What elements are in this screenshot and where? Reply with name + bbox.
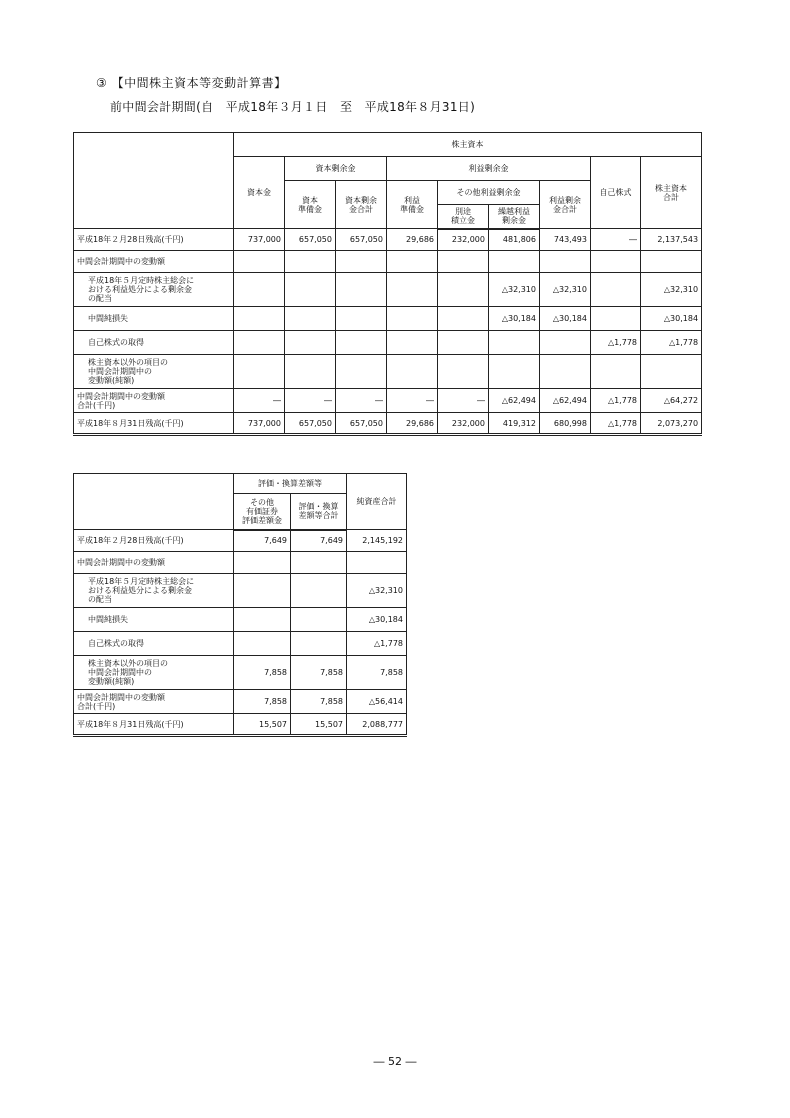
header-carried-forward: 繰越利益 剰余金 <box>489 205 540 229</box>
row-label: 中間会計期間中の変動額 合計(千円) <box>74 389 234 413</box>
value-cell: 7,858 <box>347 656 407 690</box>
row-label: 中間会計期間中の変動額 合計(千円) <box>74 690 234 714</box>
value-cell: 2,073,270 <box>641 413 702 435</box>
header-capital-reserve: 資本 準備金 <box>285 181 336 229</box>
value-cell <box>234 331 285 355</box>
header-legal-reserve: 利益 準備金 <box>387 181 438 229</box>
value-cell <box>641 251 702 273</box>
value-cell <box>540 331 591 355</box>
period-subheading: 前中間会計期間(自 平成18年３月１日 至 平成18年８月31日) <box>110 100 476 114</box>
value-cell <box>336 251 387 273</box>
value-cell: 680,998 <box>540 413 591 435</box>
value-cell <box>387 273 438 307</box>
value-cell: △1,778 <box>347 632 407 656</box>
row-label: 平成18年５月定時株主総会に おける利益処分による剰余金 の配当 <box>74 574 234 608</box>
value-cell <box>591 273 641 307</box>
row-label: 自己株式の取得 <box>74 331 234 355</box>
value-cell <box>291 574 347 608</box>
value-cell: 657,050 <box>285 229 336 251</box>
value-cell: 2,145,192 <box>347 530 407 552</box>
value-cell <box>387 331 438 355</box>
header-capital: 資本金 <box>234 157 285 229</box>
row-label: 平成18年２月28日残高(千円) <box>74 530 234 552</box>
value-cell: 29,686 <box>387 229 438 251</box>
value-cell <box>285 307 336 331</box>
header-net-assets: 純資産合計 <box>347 474 407 530</box>
row-label: 平成18年８月31日残高(千円) <box>74 714 234 736</box>
value-cell <box>336 355 387 389</box>
header-retained-earnings: 利益剰余金 <box>387 157 591 181</box>
page-number: ― 52 ― <box>373 1055 417 1068</box>
value-cell <box>234 251 285 273</box>
value-cell: △1,778 <box>591 413 641 435</box>
value-cell: 15,507 <box>291 714 347 736</box>
value-cell: 15,507 <box>234 714 291 736</box>
value-cell <box>438 251 489 273</box>
row-label: 平成18年５月定時株主総会に おける利益処分による剰余金 の配当 <box>74 273 234 307</box>
table-row <box>74 331 702 355</box>
value-cell: ― <box>387 389 438 413</box>
header-equity-total: 株主資本 合計 <box>641 157 702 229</box>
table-row <box>74 530 407 552</box>
value-cell: 7,858 <box>234 656 291 690</box>
value-cell: 737,000 <box>234 413 285 435</box>
value-cell: △1,778 <box>591 389 641 413</box>
table-row <box>74 251 702 273</box>
header-blank <box>74 474 234 530</box>
row-label: 中間純損失 <box>74 608 234 632</box>
value-cell: 737,000 <box>234 229 285 251</box>
value-cell <box>285 331 336 355</box>
value-cell <box>336 331 387 355</box>
value-cell <box>591 307 641 331</box>
value-cell <box>591 355 641 389</box>
table-row <box>74 307 702 331</box>
value-cell: 7,858 <box>234 690 291 714</box>
value-cell: ― <box>438 389 489 413</box>
header-blank <box>74 133 234 229</box>
value-cell <box>234 632 291 656</box>
value-cell <box>641 355 702 389</box>
table-row <box>74 608 407 632</box>
table-row <box>74 355 702 389</box>
value-cell: 29,686 <box>387 413 438 435</box>
value-cell <box>387 355 438 389</box>
value-cell: △32,310 <box>641 273 702 307</box>
header-other-securities: その他 有価証券 評価差額金 <box>234 494 291 530</box>
value-cell <box>438 331 489 355</box>
value-cell: △30,184 <box>540 307 591 331</box>
value-cell <box>347 552 407 574</box>
row-label: 中間会計期間中の変動額 <box>74 251 234 273</box>
table-row <box>74 229 702 251</box>
value-cell <box>540 251 591 273</box>
value-cell <box>291 608 347 632</box>
value-cell: △32,310 <box>347 574 407 608</box>
value-cell <box>489 331 540 355</box>
value-cell: △30,184 <box>489 307 540 331</box>
section-heading: ③ 【中間株主資本等変動計算書】 <box>96 76 287 90</box>
value-cell: ― <box>591 229 641 251</box>
row-label: 平成18年２月28日残高(千円) <box>74 229 234 251</box>
table-row <box>74 690 407 714</box>
row-label: 株主資本以外の項目の 中間会計期間中の 変動額(純額) <box>74 355 234 389</box>
value-cell: 2,088,777 <box>347 714 407 736</box>
value-cell: 7,649 <box>291 530 347 552</box>
value-cell: 2,137,543 <box>641 229 702 251</box>
header-treasury-stock: 自己株式 <box>591 157 641 229</box>
value-cell <box>336 307 387 331</box>
header-special-reserve: 別途 積立金 <box>438 205 489 229</box>
value-cell <box>540 355 591 389</box>
value-cell: 657,050 <box>285 413 336 435</box>
value-cell: 419,312 <box>489 413 540 435</box>
value-cell: △62,494 <box>540 389 591 413</box>
value-cell <box>234 355 285 389</box>
value-cell: 481,806 <box>489 229 540 251</box>
header-capital-surplus-total: 資本剰余 金合計 <box>336 181 387 229</box>
row-label: 株主資本以外の項目の 中間会計期間中の 変動額(純額) <box>74 656 234 690</box>
value-cell: ― <box>285 389 336 413</box>
row-label: 中間会計期間中の変動額 <box>74 552 234 574</box>
value-cell: 7,649 <box>234 530 291 552</box>
value-cell: 743,493 <box>540 229 591 251</box>
value-cell: △30,184 <box>641 307 702 331</box>
value-cell <box>234 574 291 608</box>
value-cell: 657,050 <box>336 413 387 435</box>
table-row <box>74 413 702 435</box>
table-row <box>74 632 407 656</box>
header-valuation: 評価・換算差額等 <box>234 474 347 494</box>
value-cell: 232,000 <box>438 229 489 251</box>
table-row <box>74 656 407 690</box>
value-cell <box>234 608 291 632</box>
value-cell <box>234 552 291 574</box>
value-cell: △32,310 <box>540 273 591 307</box>
row-label: 中間純損失 <box>74 307 234 331</box>
value-cell <box>285 355 336 389</box>
table-row <box>74 552 407 574</box>
row-label: 自己株式の取得 <box>74 632 234 656</box>
value-cell <box>489 355 540 389</box>
header-retained-total: 利益剰余 金合計 <box>540 181 591 229</box>
value-cell: △56,414 <box>347 690 407 714</box>
value-cell: △62,494 <box>489 389 540 413</box>
value-cell: ― <box>234 389 285 413</box>
value-cell <box>336 273 387 307</box>
table-row <box>74 273 702 307</box>
value-cell: △30,184 <box>347 608 407 632</box>
value-cell <box>438 355 489 389</box>
header-shareholders-equity: 株主資本 <box>234 133 702 157</box>
value-cell <box>234 273 285 307</box>
header-capital-surplus: 資本剰余金 <box>285 157 387 181</box>
value-cell <box>591 251 641 273</box>
value-cell <box>387 307 438 331</box>
value-cell <box>285 273 336 307</box>
valuation-changes-table <box>73 473 407 737</box>
value-cell: △1,778 <box>591 331 641 355</box>
table-row <box>74 389 702 413</box>
value-cell: △1,778 <box>641 331 702 355</box>
header-valuation-total: 評価・換算 差額等合計 <box>291 494 347 530</box>
value-cell <box>291 552 347 574</box>
value-cell: ― <box>336 389 387 413</box>
value-cell <box>291 632 347 656</box>
equity-changes-table <box>73 132 702 436</box>
value-cell: 657,050 <box>336 229 387 251</box>
value-cell: 7,858 <box>291 656 347 690</box>
table-row <box>74 714 407 736</box>
value-cell: △32,310 <box>489 273 540 307</box>
value-cell <box>489 251 540 273</box>
value-cell <box>438 273 489 307</box>
table-row <box>74 574 407 608</box>
value-cell: 232,000 <box>438 413 489 435</box>
value-cell <box>234 307 285 331</box>
value-cell <box>438 307 489 331</box>
row-label: 平成18年８月31日残高(千円) <box>74 413 234 435</box>
value-cell: 7,858 <box>291 690 347 714</box>
header-other-retained: その他利益剰余金 <box>438 181 540 205</box>
value-cell: △64,272 <box>641 389 702 413</box>
value-cell <box>387 251 438 273</box>
value-cell <box>285 251 336 273</box>
